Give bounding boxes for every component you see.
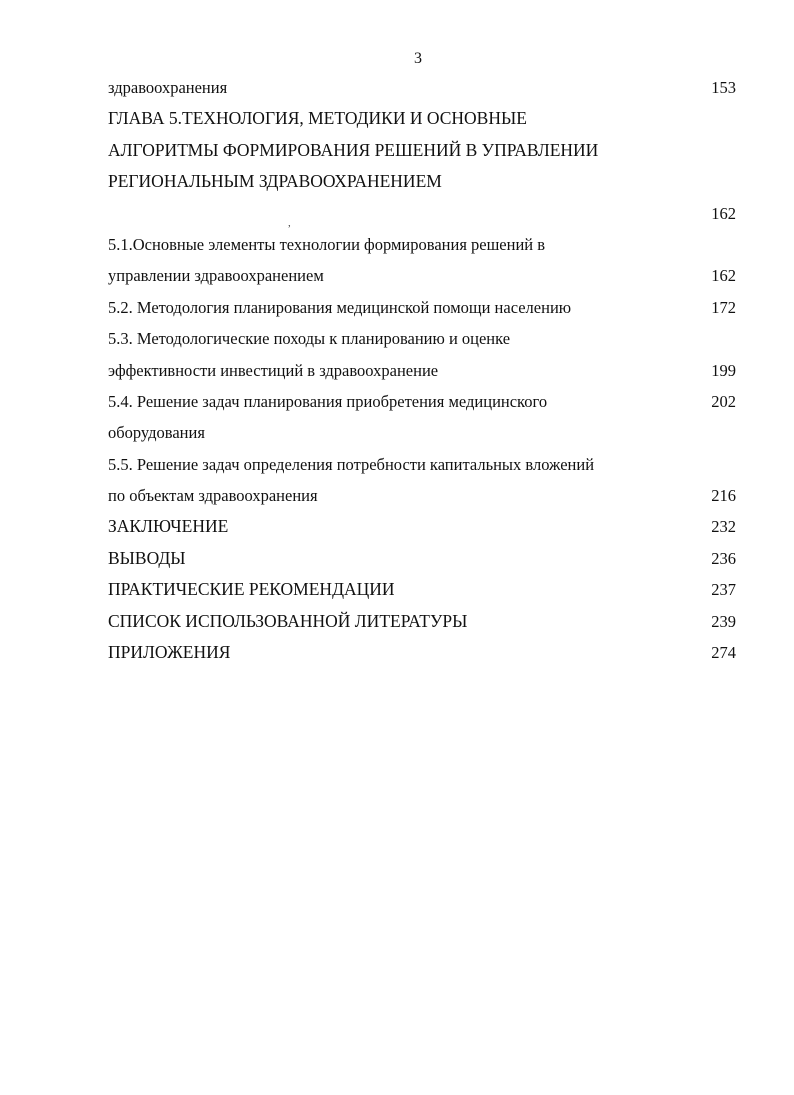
toc-entry-text: 5.4. Решение задач планирования приобретения медицинского	[108, 391, 548, 411]
toc-entry-page: 236	[711, 548, 736, 568]
toc-entry-text: управлении здравоохранением	[108, 266, 324, 286]
toc-entry-text: ГЛАВА 5.ТЕХНОЛОГИЯ, МЕТОДИКИ И ОСНОВНЫЕ	[108, 108, 527, 129]
toc-entry-text: по объектам здравоохранения	[108, 486, 318, 506]
toc-entry-text: ПРИЛОЖЕНИЯ	[108, 642, 231, 663]
toc-line	[108, 229, 736, 260]
toc-line	[108, 166, 736, 197]
toc-entry-page: 237	[711, 580, 736, 600]
toc-entry-text: оборудования	[108, 423, 205, 443]
toc-entry-page: 202	[711, 391, 736, 411]
toc-entry-page: 232	[711, 517, 736, 537]
toc-line	[108, 135, 736, 166]
toc-line	[108, 386, 736, 417]
toc-line	[108, 292, 736, 323]
toc-entry-page: 153	[711, 78, 736, 97]
toc-line	[108, 72, 736, 103]
toc-entry-text: 5.2. Методология планирования медицинской помощи населению	[108, 297, 572, 317]
page-number: 3	[414, 50, 422, 67]
toc-entry-page: 216	[711, 486, 736, 506]
toc-line	[108, 198, 736, 229]
toc-line	[108, 574, 736, 605]
toc-entry-text: 5.3. Методологические походы к планированию и оценке	[108, 329, 511, 349]
toc-line	[108, 260, 736, 291]
toc-line	[108, 417, 736, 448]
stray-mark: ,	[288, 216, 291, 229]
toc-entry-page: 172	[711, 297, 736, 317]
toc-line	[108, 480, 736, 511]
toc-line	[108, 103, 736, 134]
toc-entry-page: 199	[711, 360, 736, 380]
toc-entry-text: АЛГОРИТМЫ ФОРМИРОВАНИЯ РЕШЕНИЙ В УПРАВЛЕНИИ	[108, 139, 599, 160]
toc-line	[108, 637, 736, 668]
toc-line	[108, 543, 736, 574]
toc-entry-page: 162	[711, 266, 736, 286]
toc-line	[108, 606, 736, 637]
toc-entry-page: 274	[711, 643, 736, 663]
table-of-contents	[108, 72, 736, 668]
toc-entry-text: СПИСОК ИСПОЛЬЗОВАННОЙ ЛИТЕРАТУРЫ	[108, 610, 468, 631]
toc-entry-page: 239	[711, 611, 736, 631]
toc-entry-text: РЕГИОНАЛЬНЫМ ЗДРАВООХРАНЕНИЕМ	[108, 171, 442, 192]
toc-entry-text: ЗАКЛЮЧЕНИЕ	[108, 516, 229, 537]
toc-line	[108, 511, 736, 542]
toc-entry-text: эффективности инвестиций в здравоохранение	[108, 360, 439, 380]
toc-entry-page: 162	[711, 203, 736, 223]
toc-entry-text: 5.1.Основные элементы технологии формирования решений в	[108, 234, 546, 254]
toc-line	[108, 449, 736, 480]
toc-entry-text: ПРАКТИЧЕСКИЕ РЕКОМЕНДАЦИИ	[108, 579, 395, 600]
toc-line	[108, 355, 736, 386]
toc-entry-text: ВЫВОДЫ	[108, 547, 186, 568]
toc-line	[108, 323, 736, 354]
toc-entry-text: здравоохранения	[108, 78, 228, 97]
toc-entry-text: 5.5. Решение задач определения потребности капитальных вложений	[108, 454, 595, 474]
